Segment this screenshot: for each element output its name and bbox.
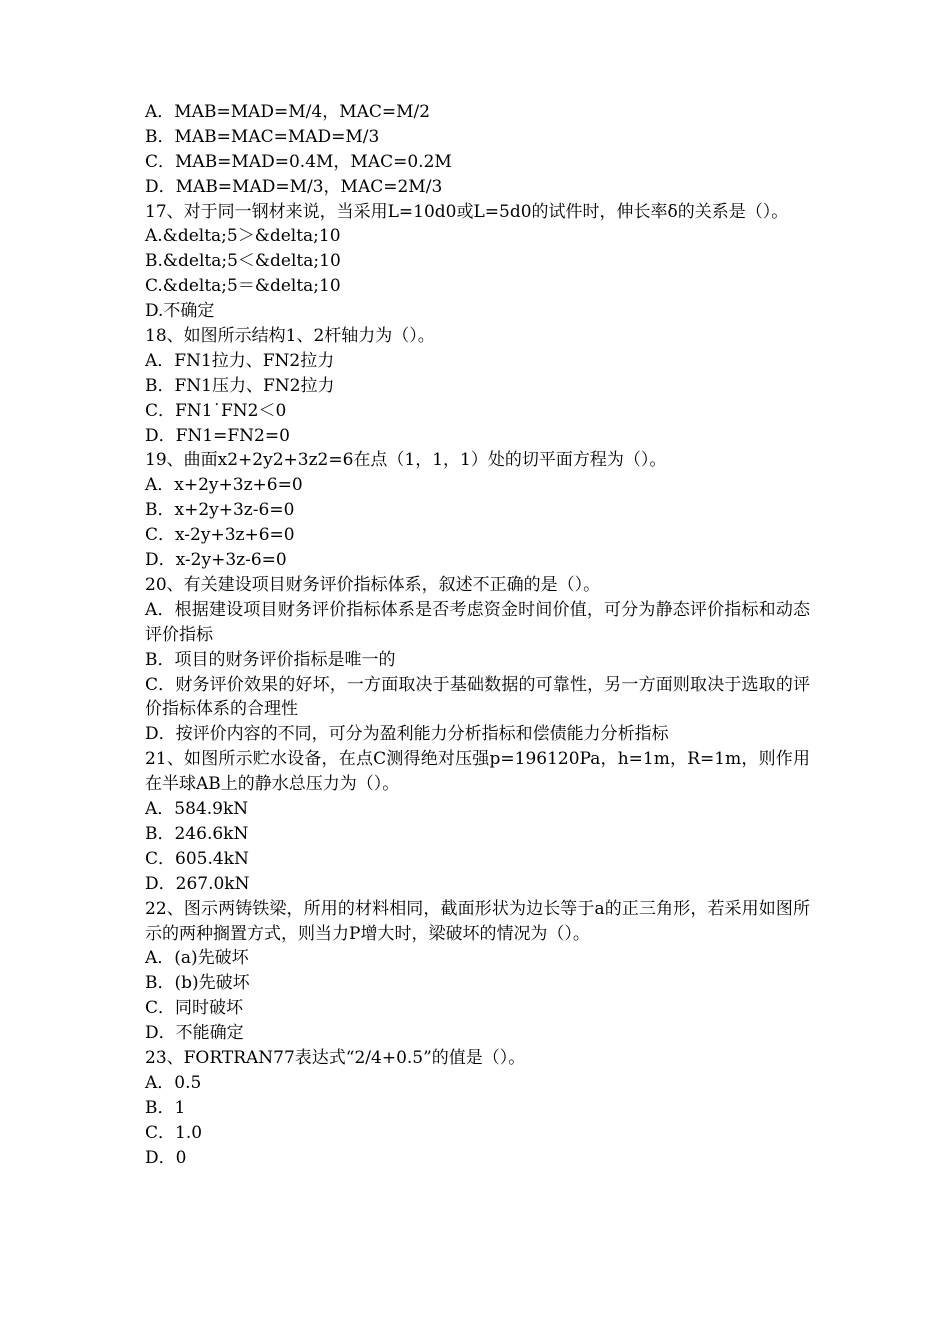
text-line: 19、曲面x2+2y2+3z2=6在点（1，1，1）处的切平面方程为（）。 xyxy=(145,450,667,471)
text-line: B．FN1压力、FN2拉力 xyxy=(145,375,335,396)
text-line: B．x+2y+3z-6=0 xyxy=(145,500,295,521)
text-line: C．MAB=MAD=0.4M，MAC=0.2M xyxy=(145,151,452,172)
text-line: 17、对于同一钢材来说，当采用L=10d0或L=5d0的试件时，伸长率δ的关系是（）。 xyxy=(145,201,789,222)
text-line: D．不能确定 xyxy=(145,1023,244,1044)
text-line: C．同时破坏 xyxy=(145,998,244,1019)
text-line: 22、图示两铸铁梁，所用的材料相同，截面形状为边长等于a的正三角形，若采用如图所示的两种搁置方式，则当力P增大时，梁破坏的情况为（）。 xyxy=(145,898,810,944)
text-line: 18、如图所示结构1、2杆轴力为（）。 xyxy=(145,326,435,347)
text-line: 21、如图所示贮水设备，在点C测得绝对压强p=196120Pa，h=1m，R=1m，则作用在半球AB上的静水总压力为（）。 xyxy=(145,749,810,795)
text-line: D．267.0kN xyxy=(145,873,250,894)
text-line: D．x-2y+3z-6=0 xyxy=(145,550,287,571)
text-line: 23、FORTRAN77表达式“2/4+0.5”的值是（）。 xyxy=(145,1047,526,1068)
text-line: A．584.9kN xyxy=(145,799,249,820)
text-line: C．FN1˙FN2＜0 xyxy=(145,400,287,421)
text-line: B．1 xyxy=(145,1097,186,1118)
text-line: C．财务评价效果的好坏，一方面取决于基础数据的可靠性，另一方面则取决于选取的评价指标体系的合理性 xyxy=(145,674,810,720)
text-line: A.&delta;5＞&delta;10 xyxy=(145,226,341,247)
text-line: D．MAB=MAD=M/3，MAC=2M/3 xyxy=(145,176,443,197)
text-line: B．246.6kN xyxy=(145,823,249,844)
text-line: 20、有关建设项目财务评价指标体系，叙述不正确的是（）。 xyxy=(145,574,601,595)
text-line: C.&delta;5＝&delta;10 xyxy=(145,276,341,297)
text-line: A．FN1拉力、FN2拉力 xyxy=(145,350,335,371)
text-line: D．按评价内容的不同，可分为盈利能力分析指标和偿债能力分析指标 xyxy=(145,724,669,745)
text-line: C．1.0 xyxy=(145,1122,203,1143)
text-line: D．0 xyxy=(145,1147,187,1168)
text-line: A．x+2y+3z+6=0 xyxy=(145,475,303,496)
text-line: B．MAB=MAC=MAD=M/3 xyxy=(145,126,380,147)
text-line: B．项目的财务评价指标是唯一的 xyxy=(145,649,396,670)
text-line: A．(a)先破坏 xyxy=(145,948,249,969)
document-body xyxy=(145,100,810,1170)
text-line: D.不确定 xyxy=(145,301,215,322)
text-line: B.&delta;5＜&delta;10 xyxy=(145,251,341,272)
text-line: B．(b)先破坏 xyxy=(145,973,250,994)
text-line: A．0.5 xyxy=(145,1072,202,1093)
text-line: C．605.4kN xyxy=(145,848,249,869)
text-line: A．根据建设项目财务评价指标体系是否考虑资金时间价值，可分为静态评价指标和动态评价指标 xyxy=(145,599,810,645)
text-line: A．MAB=MAD=M/4，MAC=M/2 xyxy=(145,102,431,122)
text-line: D．FN1=FN2=0 xyxy=(145,425,290,446)
text-line: C．x-2y+3z+6=0 xyxy=(145,525,295,546)
